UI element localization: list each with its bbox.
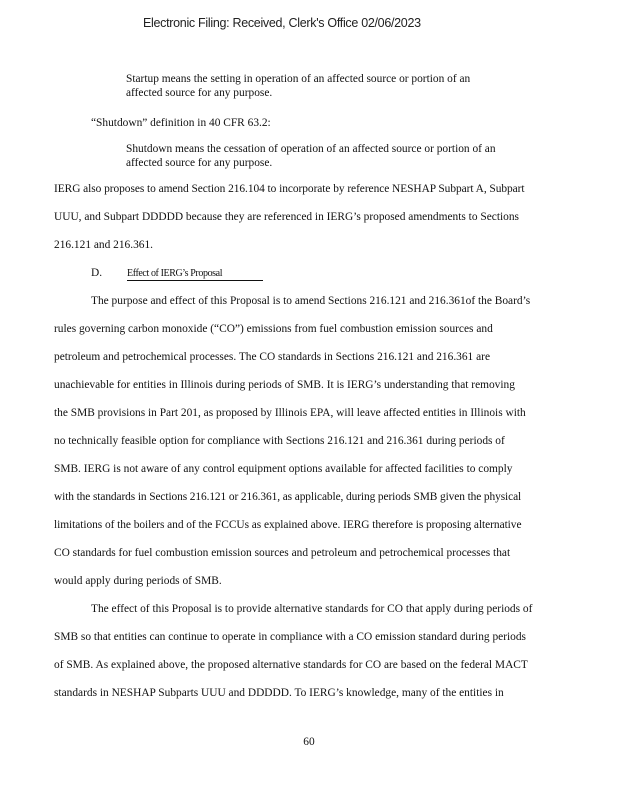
text-line: The effect of this Proposal is to provide alternative standards for CO that apply during periods of	[91, 603, 533, 615]
text-line: of SMB. As explained above, the proposed alternative standards for CO are based on the federal MACT	[54, 659, 528, 671]
text-line: SMB. IERG is not aware of any control equipment options available for affected facilities to comply	[54, 463, 513, 475]
text-line: SMB so that entities can continue to operate in compliance with a CO emission standard during periods	[54, 631, 526, 643]
page-number: 60	[303, 736, 315, 748]
text-line: IERG also proposes to amend Section 216.104 to incorporate by reference NESHAP Subpart A, Subpart	[54, 183, 525, 195]
text-line: the SMB provisions in Part 201, as proposed by Illinois EPA, will leave affected entities in Illinois with	[54, 407, 526, 419]
quote-line: affected source for any purpose.	[126, 87, 273, 99]
text-line: unachievable for entities in Illinois during periods of SMB. It is IERG’s understanding that removing	[54, 379, 515, 391]
text-line: 216.121 and 216.361.	[54, 239, 154, 251]
shutdown-definition-quote	[126, 142, 496, 170]
text-line: The purpose and effect of this Proposal is to amend Sections 216.121 and 216.361of the Board’s	[91, 295, 531, 307]
quote-line: Startup means the setting in operation of an affected source or portion of an	[126, 73, 471, 85]
text-line: petroleum and petrochemical processes. The CO standards in Sections 216.121 and 216.361 are	[54, 351, 491, 363]
startup-definition-quote	[126, 72, 470, 100]
text-line: limitations of the boilers and of the FCCUs as explained above. IERG therefore is proposing alternative	[54, 519, 522, 531]
section-title: Effect of IERG’s Proposal	[127, 268, 263, 281]
text-line: with the standards in Sections 216.121 or 216.361, as applicable, during periods SMB given the physical	[54, 491, 522, 503]
text-line: UUU, and Subpart DDDDD because they are referenced in IERG’s proposed amendments to Sections	[54, 211, 519, 223]
text-line: would apply during periods of SMB.	[54, 575, 222, 587]
text-line: standards in NESHAP Subparts UUU and DDDDD. To IERG’s knowledge, many of the entities in	[54, 687, 504, 699]
section-letter: D.	[91, 267, 103, 279]
text-line: no technically feasible option for compliance with Sections 216.121 and 216.361 during periods of	[54, 435, 505, 447]
quote-line: Shutdown means the cessation of operation of an affected source or portion of an	[126, 143, 496, 155]
text-line: CO standards for fuel combustion emission sources and petroleum and petrochemical processes that	[54, 547, 511, 559]
filing-header: Electronic Filing: Received, Clerk's Office 02/06/2023	[143, 16, 421, 30]
section-heading	[91, 267, 263, 281]
quote-line: affected source for any purpose.	[126, 157, 273, 169]
shutdown-definition-label: “Shutdown” definition in 40 CFR 63.2:	[91, 117, 271, 129]
text-line: rules governing carbon monoxide (“CO”) emissions from fuel combustion emission sources and	[54, 323, 493, 335]
